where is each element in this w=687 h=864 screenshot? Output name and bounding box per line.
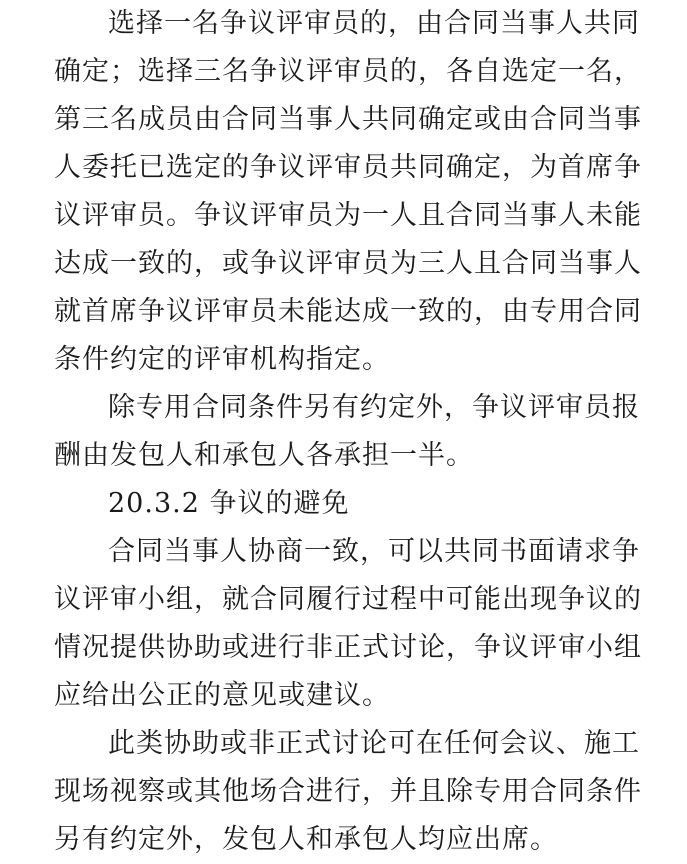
paragraph-line: 酬由发包人和承包人各承担一半。 [54,440,474,471]
section-heading: 20.3.2 争议的避免 [108,488,350,519]
paragraph-line: 除专用合同条件另有约定外，争议评审员报 [108,392,640,423]
paragraph-line: 达成一致的，或争议评审员为三人且合同当事人 [54,248,642,279]
paragraph-line: 选择一名争议评审员的，由合同当事人共同 [108,8,640,39]
paragraph-line: 条件约定的评审机构指定。 [54,344,390,375]
paragraph-line: 此类协助或非正式讨论可在任何会议、施工 [108,728,640,759]
paragraph-line: 应给出公正的意见或建议。 [54,680,390,711]
paragraph-line: 现场视察或其他场合进行，并且除专用合同条件 [54,776,642,807]
paragraph-line: 合同当事人协商一致，可以共同书面请求争 [108,536,640,567]
paragraph-line: 确定；选择三名争议评审员的，各自选定一名， [54,56,642,87]
paragraph-line: 议评审小组，就合同履行过程中可能出现争议的 [54,584,642,615]
paragraph-line: 人委托已选定的争议评审员共同确定，为首席争 [54,152,642,183]
paragraph-line: 议评审员。争议评审员为一人且合同当事人未能 [54,200,642,231]
paragraph-line: 第三名成员由合同当事人共同确定或由合同当事 [54,104,642,135]
paragraph-line: 情况提供协助或进行非正式讨论，争议评审小组 [54,632,642,663]
paragraph-line: 另有约定外，发包人和承包人均应出席。 [54,824,558,855]
paragraph-line: 就首席争议评审员未能达成一致的，由专用合同 [54,296,642,327]
